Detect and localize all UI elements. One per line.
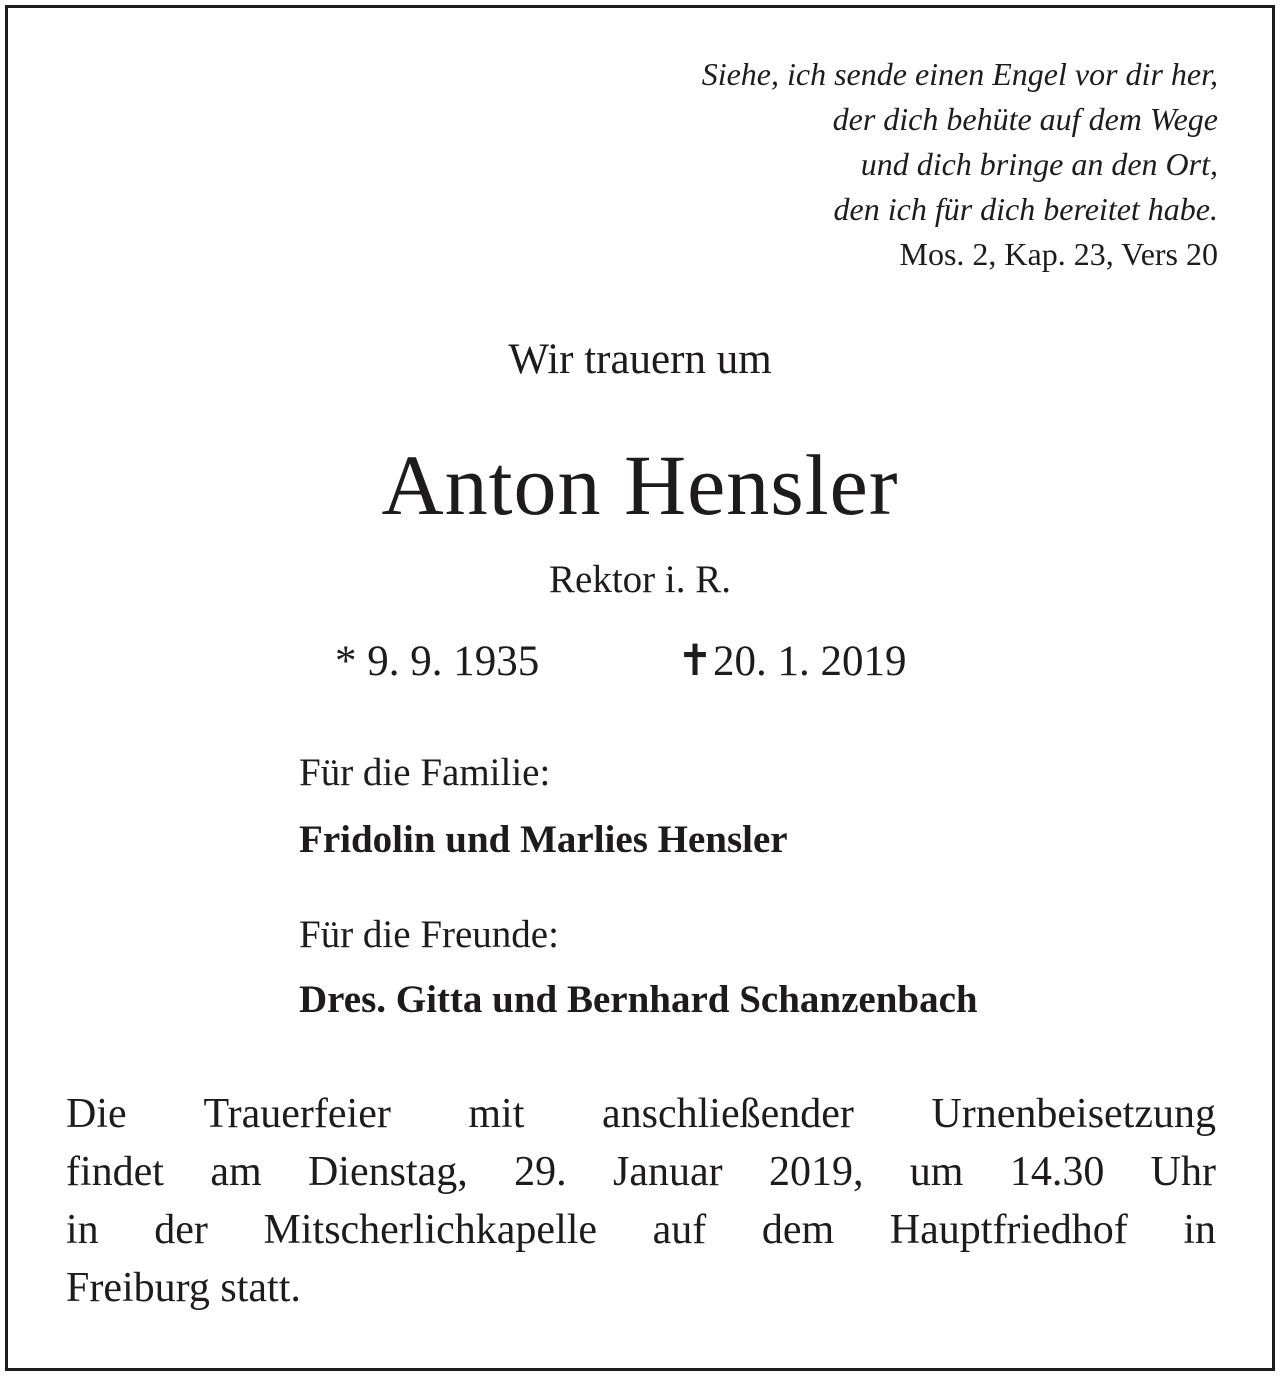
death-date: ✝20. 1. 2019 [677, 638, 907, 685]
friends-names: Dres. Gitta und Bernhard Schanzenbach [299, 978, 978, 1021]
birth-date: * 9. 9. 1935 [335, 638, 540, 685]
service-line: in der Mitscherlichkapelle auf dem Hauptfriedhof in [66, 1207, 1216, 1253]
service-line: findet am Dienstag, 29. Januar 2019, um 14.30 Uhr [66, 1149, 1216, 1195]
mourning-intro: Wir trauern um [508, 336, 772, 383]
quote-line: Siehe, ich sende einen Engel vor dir her, [701, 56, 1218, 92]
quote-reference: Mos. 2, Kap. 23, Vers 20 [899, 236, 1218, 272]
service-line: Freiburg statt. [66, 1265, 301, 1311]
quote-line: den ich für dich bereitet habe. [833, 191, 1218, 227]
deceased-title: Rektor i. R. [549, 558, 731, 601]
family-label: Für die Familie: [299, 751, 551, 794]
service-line: Die Trauerfeier mit anschließender Urnenbeisetzung [66, 1091, 1216, 1137]
deceased-name: Anton Hensler [381, 437, 899, 533]
quote-line: der dich behüte auf dem Wege [832, 101, 1218, 137]
service-details [66, 1085, 1216, 1317]
friends-label: Für die Freunde: [299, 913, 559, 956]
quote-line: und dich bringe an den Ort, [860, 146, 1218, 182]
bible-quote [702, 52, 1218, 277]
family-names: Fridolin und Marlies Hensler [299, 818, 788, 861]
